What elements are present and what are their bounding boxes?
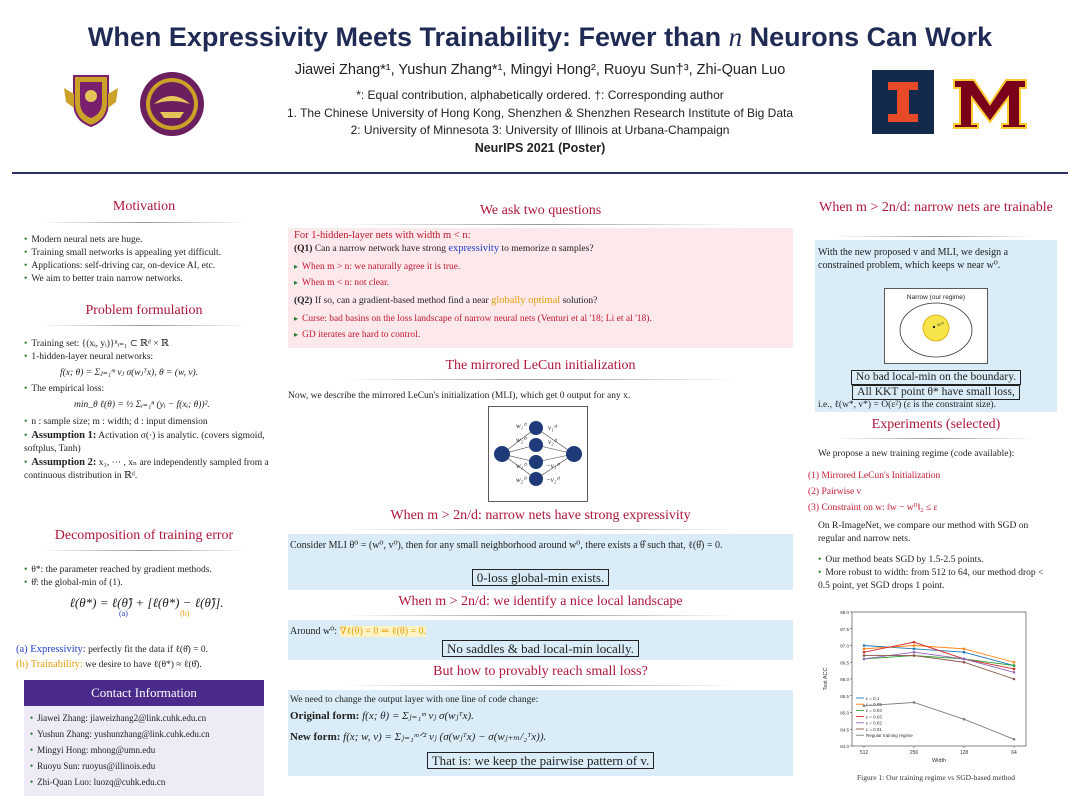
legend-label: ε = 0.1 xyxy=(866,695,880,701)
data-point xyxy=(1013,664,1016,667)
experiments-bullets xyxy=(818,554,1056,593)
trainable-result-1: No bad local-min on the boundary. xyxy=(815,367,1057,385)
data-point xyxy=(963,648,966,651)
contact-title: Contact Information xyxy=(24,680,264,706)
data-point xyxy=(913,641,916,644)
experiments-text: On R-ImageNet, we compare our method with SGD on regular and narrow nets. xyxy=(818,521,1029,544)
y-tick-label: 85.5 xyxy=(840,693,849,699)
questions-body xyxy=(294,229,789,342)
y-tick-label: 85.0 xyxy=(840,710,849,716)
cuhk-crest-logo xyxy=(60,68,122,130)
data-point xyxy=(913,651,916,654)
decomp-label-a: (a) xyxy=(119,609,128,618)
trainable-ie: i.e., ℓ(w*, v*) = O(ε²) (ε is the constraint size). xyxy=(818,400,996,410)
contact-item: • Mingyi Hong: mhong@umn.edu xyxy=(30,742,262,758)
experiment-bullet: • Our method beats SGD by 1.5-2.5 points. xyxy=(818,554,1056,567)
y-axis-label: Test ACC xyxy=(823,667,829,691)
decomp-label-b: (b) xyxy=(180,609,190,618)
data-point xyxy=(1013,738,1016,741)
data-point xyxy=(963,651,966,654)
nn-intro: • 1-hidden-layer neural networks: xyxy=(24,351,269,364)
motivation-item: • Modern neural nets are huge. xyxy=(24,234,269,247)
contact-item: • Zhi-Quan Luo: luozq@cuhk.edu.cn xyxy=(30,774,262,790)
chart-background xyxy=(818,606,1036,770)
figure-caption: Figure 1: Our training regime vs SGD-based method xyxy=(856,773,1016,782)
assumption-1: • Assumption 1: Activation σ(·) is analytic. (covers sigmoid, softplus, Tanh) xyxy=(24,429,269,456)
experiment-item: (3) Constraint on w: ‖w − w⁰‖₂ ≤ ε xyxy=(808,503,938,513)
experiment-bullet: • More robust to width: from 512 to 64, our method drop < 0.5 point, yet SGD drops 1 point. xyxy=(818,567,1056,593)
trainable-result-2: All KKT point θ* have small loss, xyxy=(815,382,1057,400)
reach-underline xyxy=(340,685,740,686)
label-neg-v1: −v₁⁰ xyxy=(546,462,560,470)
equal-contribution-note: *: Equal contribution, alphabetically ordered. †: Corresponding author xyxy=(356,88,724,102)
y-tick-label: 87.5 xyxy=(840,626,849,632)
q2-point-b: ▸ GD iterates are hard to control. xyxy=(294,328,789,342)
trainable-text: With the new proposed v and MLI, we design a constrained problem, which keeps w near w⁰. xyxy=(818,247,1009,271)
label-w1-bottom: w₁⁰ xyxy=(516,462,526,470)
header-divider xyxy=(12,172,1068,174)
y-tick-label: 84.5 xyxy=(840,727,849,733)
reach-title: But how to provably reach small loss? xyxy=(433,664,648,679)
problem-title: Problem formulation xyxy=(85,303,203,318)
legend-label: ε = 0.01 xyxy=(866,726,882,732)
q1-point-b: ▸ When m < n: not clear. xyxy=(294,276,789,290)
experiments-intro: We propose a new training regime (code available): xyxy=(818,449,1015,459)
motivation-list xyxy=(24,234,269,286)
question-2: (Q2) If so, can a gradient-based method find a near globally optimal solution? xyxy=(294,295,598,306)
decomposition-underline xyxy=(40,550,248,551)
data-point xyxy=(863,654,866,657)
accuracy-vs-width-chart xyxy=(818,606,1036,770)
illinois-logo xyxy=(872,70,934,134)
problem-underline xyxy=(40,325,248,326)
label-v2: v₂⁰ xyxy=(548,438,557,446)
label-v1: v₁⁰ xyxy=(548,424,557,432)
w0-label: w⁰ xyxy=(937,322,943,328)
questions-intro: For 1-hidden-layer nets with width m < n: xyxy=(294,230,471,241)
data-point xyxy=(1013,671,1016,674)
data-point xyxy=(863,644,866,647)
poster-title: When Expressivity Meets Trainability: Fewer than n Neurons Can Work xyxy=(87,22,993,52)
reach-text: We need to change the output layer with one line of code change: xyxy=(290,695,539,705)
motivation-item: • Applications: self-driving car, on-device AI, etc. xyxy=(24,260,269,273)
label-w1-top: w₁⁰ xyxy=(516,422,526,430)
data-point xyxy=(1013,678,1016,681)
data-point xyxy=(913,654,916,657)
mli-network-diagram xyxy=(488,406,588,502)
regime-label: Narrow (our regime) xyxy=(906,294,966,301)
nn-formula: f(x; θ) = Σⱼ₌₁ᵐ vⱼ σ(wⱼᵀx), θ = (w, v). xyxy=(60,368,199,378)
data-point xyxy=(913,701,916,704)
cuhk-sz-seal-logo xyxy=(138,70,206,138)
affiliation-2: 2: University of Minnesota 3: University of Illinois at Urbana-Champaign xyxy=(350,123,730,137)
x-tick-label: 128 xyxy=(959,750,969,756)
trainability-line: (b) Trainability: we desire to have ℓ(θ*) ≈ ℓ(θ̂). xyxy=(16,659,202,670)
motivation-underline xyxy=(40,222,248,223)
data-point xyxy=(1013,668,1016,671)
landscape-text: Around w⁰: ∇ℓ(θ) = 0 ⇒ ℓ(θ) = 0. xyxy=(290,626,427,637)
data-point xyxy=(863,705,866,708)
legend-label: ε = 0.05 xyxy=(866,702,882,707)
loss-formula: min_θ ℓ(θ) = ½ Σᵢ₌₁ⁿ (yᵢ − f(xᵢ; θ))². xyxy=(74,400,210,410)
loss-intro: • The empirical loss: xyxy=(24,383,269,396)
data-point xyxy=(963,661,966,664)
questions-title: We ask two questions xyxy=(479,203,602,218)
landscape-title: When m > 2n/d: we identify a nice local landscape xyxy=(398,594,683,609)
data-point xyxy=(863,651,866,654)
q2-point-a: ▸ Curse: bad basins on the loss landscape of narrow neural nets (Venturi et al '18; Li et al '18). xyxy=(294,312,789,326)
data-point xyxy=(913,648,916,651)
question-1: (Q1) Can a narrow network have strong expressivity to memorize n samples? xyxy=(294,243,594,254)
contact-item: • Yushun Zhang: yushunzhang@link.cuhk.edu.cn xyxy=(30,726,262,742)
x-axis-label: Width xyxy=(931,758,947,764)
data-point xyxy=(913,644,916,647)
data-point xyxy=(863,658,866,661)
legend-label: ε = 0.03 xyxy=(866,714,882,720)
mli-title: The mirrored LeCun initialization xyxy=(445,358,636,373)
motivation-title: Motivation xyxy=(112,199,176,214)
venue: NeurIPS 2021 (Poster) xyxy=(474,141,606,155)
decomp-item: • θ̂: the global-min of (1). xyxy=(24,577,269,590)
constraint-region-diagram xyxy=(884,288,988,364)
trainable-title: When m > 2n/d: narrow nets are trainable xyxy=(819,200,1053,215)
decomp-item: • θ*: the parameter reached by gradient methods. xyxy=(24,564,269,577)
dims-note: • n : sample size; m : width; d : input dimension xyxy=(24,416,269,429)
experiments-underline xyxy=(835,438,1035,439)
y-tick-label: 87.0 xyxy=(840,643,849,649)
legend-label: ε = 0.04 xyxy=(866,708,882,714)
contact-item: • Ruoyu Sun: ruoyus@illinois.edu xyxy=(30,758,262,774)
decomp-labels xyxy=(24,609,269,621)
experiment-item: (2) Pairwise v xyxy=(808,487,862,497)
expressivity-title: When m > 2n/d: narrow nets have strong expressivity xyxy=(390,508,691,523)
original-form: Original form: f(x; θ) = Σⱼ₌₁ᵐ vⱼ σ(wⱼᵀx). xyxy=(290,710,474,722)
assumption-2: • Assumption 2: x₁, ⋯ , xₙ are independently sampled from a continuous distribution in ℝᵈ. xyxy=(24,456,269,483)
training-set: • Training set: {(xᵢ, yᵢ)}ⁿᵢ₌₁ ⊂ ℝᵈ × ℝ xyxy=(24,338,269,351)
landscape-result: No saddles & bad local-min locally. xyxy=(288,640,793,658)
contact-panel xyxy=(24,680,264,796)
expressivity-line: (a) Expressivity: perfectly fit the data if ℓ(θ̂) = 0. xyxy=(16,644,209,655)
minnesota-logo xyxy=(950,74,1030,130)
mli-underline xyxy=(340,379,740,380)
expressivity-underline xyxy=(340,529,740,530)
contact-list xyxy=(30,710,262,790)
new-form: New form: f(x; w, v) = Σⱼ₌₁ᵐᐟ² vⱼ (σ(wⱼᵀx) − σ(wⱼ₊ₘ/₂ᵀx)). xyxy=(290,731,547,743)
data-point xyxy=(963,718,966,721)
q1-point-a: ▸ When m > n: we naturally agree it is true. xyxy=(294,260,789,274)
reach-result: That is: we keep the pairwise pattern of v. xyxy=(288,752,793,770)
label-w2-bottom: w₂⁰ xyxy=(516,476,526,484)
legend-label: ε = 0.02 xyxy=(866,720,882,726)
decomposition-title: Decomposition of training error xyxy=(54,528,234,543)
legend-label: Regular training regime xyxy=(866,733,913,738)
y-tick-label: 86.0 xyxy=(840,677,849,682)
contact-item: • Jiawei Zhang: jiaweizhang2@link.cuhk.edu.cn xyxy=(30,710,262,726)
x-tick-label: 64 xyxy=(1011,750,1017,756)
affiliation-1: 1. The Chinese University of Hong Kong, Shenzhen & Shenzhen Research Institute of Big Data xyxy=(286,106,794,120)
label-neg-v2: −v₂⁰ xyxy=(546,476,560,484)
questions-underline xyxy=(340,224,740,225)
y-tick-label: 88.0 xyxy=(840,610,849,615)
data-point xyxy=(963,658,966,661)
motivation-item: • Training small networks is appealing yet difficult. xyxy=(24,247,269,260)
y-tick-label: 84.0 xyxy=(840,744,849,749)
decomp-formula: ℓ(θ*) = ℓ(θ̂) + [ℓ(θ*) − ℓ(θ̂)]. xyxy=(69,595,224,610)
problem-body xyxy=(24,338,269,483)
trainable-underline xyxy=(835,236,1035,237)
data-point xyxy=(1013,661,1016,664)
experiment-item: (1) Mirrored LeCun's Initialization xyxy=(808,471,941,481)
experiments-title: Experiments (selected) xyxy=(871,417,1001,432)
motivation-item: • We aim to better train narrow networks. xyxy=(24,273,269,286)
data-point xyxy=(863,648,866,651)
expressivity-text: Consider MLI θ⁰ = (w⁰, v⁰), then for any small neighborhood around w⁰, there exists a θ̂ such that, ℓ(θ̂) = 0. xyxy=(290,540,723,551)
mli-text: Now, we describe the mirrored LeCun's initialization (MLI), which get 0 output for any x. xyxy=(288,391,631,401)
label-w2-top: w₂⁰ xyxy=(516,436,526,444)
decomposition-body xyxy=(24,564,269,621)
expressivity-result: 0-loss global-min exists. xyxy=(288,569,793,587)
experiments-items xyxy=(808,468,1056,516)
authors: Jiawei Zhang*¹, Yushun Zhang*¹, Mingyi Hong², Ruoyu Sun†³, Zhi-Quan Luo xyxy=(294,62,786,78)
x-tick-label: 512 xyxy=(859,750,869,756)
x-tick-label: 256 xyxy=(909,750,919,756)
landscape-underline xyxy=(340,615,740,616)
y-tick-label: 86.5 xyxy=(840,660,849,666)
